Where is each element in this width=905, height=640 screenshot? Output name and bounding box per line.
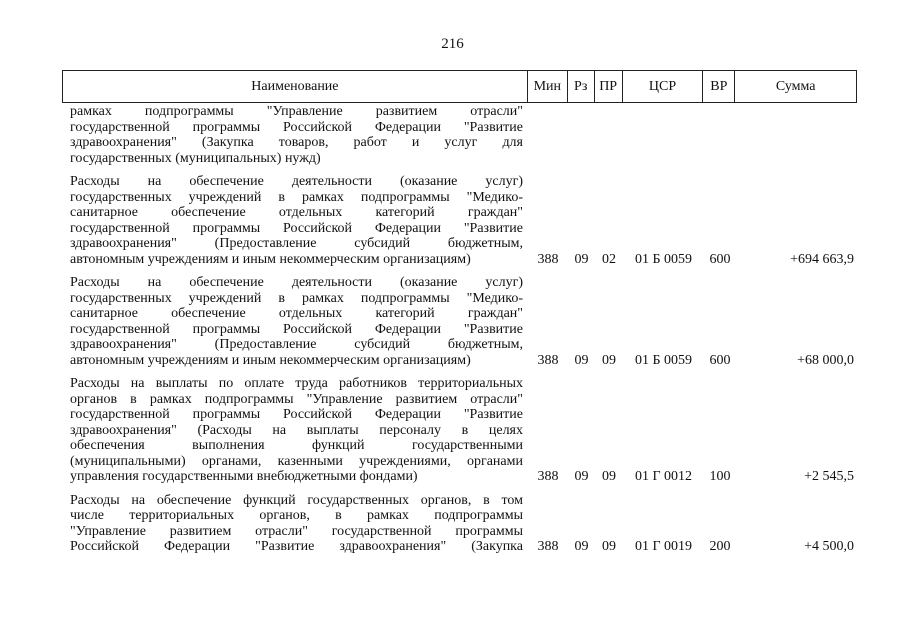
column-header-csr: ЦСР [623, 71, 704, 102]
table-row [62, 493, 857, 555]
cell-min: 388 [537, 539, 559, 554]
cell-pr: 09 [602, 352, 616, 368]
row-name-line: органов в рамках подпрограммы "Управление развитием отрасли" [70, 391, 523, 407]
column-header-sum: Сумма [775, 78, 816, 94]
cell-csr: 01 Б 0059 [634, 352, 693, 368]
row-name-line: "Управление развитием отрасли" государственной программы [70, 523, 523, 539]
cell-csr: 01 Б 0059 [634, 251, 693, 267]
row-name-line: государственных учреждений в рамках подпрограммы "Медико- [70, 290, 523, 306]
row-name-line: государственной программы Российской Федерации "Развитие [70, 220, 523, 236]
table-row [62, 174, 857, 267]
cell-min: 388 [537, 251, 559, 267]
column-header-name: Наименование [63, 71, 528, 102]
cell-vr: 100 [709, 469, 731, 484]
cell-min: 388 [537, 352, 559, 368]
row-name [62, 376, 528, 485]
row-name-line: санитарное обеспечение отдельных категорий граждан" [70, 205, 523, 220]
row-name-line: Расходы на обеспечение функций государственных органов, в том [70, 492, 523, 508]
table-row [62, 275, 857, 368]
cell-pr: 09 [602, 539, 616, 554]
row-name [62, 104, 528, 166]
cell-sum: +2 545,5 [804, 469, 854, 484]
table-body [62, 103, 857, 555]
column-header-min: Мин [528, 71, 568, 102]
row-name-line: здравоохранения" (Предоставление субсидий бюджетным, [70, 236, 523, 251]
row-name-line: Расходы на выплаты по оплате труда работников территориальных [70, 376, 523, 391]
row-name-line: обеспечения выполнения функций государственными [70, 438, 523, 453]
row-name-line: государственных учреждений в рамках подпрограммы "Медико- [70, 189, 523, 205]
cell-vr: 600 [709, 352, 731, 368]
table-row [62, 104, 857, 166]
table-row [62, 376, 857, 485]
cell-vr: 200 [709, 539, 731, 554]
row-name-line: автономным учреждениям и иным некоммерческим организациям) [70, 352, 471, 368]
row-name-line: государственной программы Российской Федерации "Развитие [70, 119, 523, 135]
cell-csr: 01 Г 0012 [634, 469, 693, 484]
column-header-pr: ПР [595, 71, 623, 102]
cell-pr: 09 [602, 469, 616, 484]
cell-csr: 01 Г 0019 [634, 539, 693, 554]
row-name-line: санитарное обеспечение отдельных категорий граждан" [70, 306, 523, 321]
row-name-line: государственной программы Российской Федерации "Развитие [70, 407, 523, 422]
row-name-line: Российской Федерации "Развитие здравоохранения" (Закупка [70, 539, 523, 554]
cell-min: 388 [537, 469, 559, 484]
table-header [62, 70, 857, 103]
row-name [62, 493, 528, 555]
column-header-rz: Рз [568, 71, 595, 102]
row-name-line: (муниципальными) органами, казенными учреждениями, органами [70, 453, 523, 469]
row-name-line: государственных (муниципальных) нужд) [70, 150, 321, 166]
row-name-line: рамках подпрограммы "Управление развитием отрасли" [70, 104, 523, 119]
row-name [62, 174, 528, 267]
row-name-line: управления государственными внебюджетными фондами) [70, 469, 418, 484]
row-name [62, 275, 528, 368]
row-name-line: здравоохранения" (Закупка товаров, работ и услуг для [70, 135, 523, 150]
cell-rz: 09 [574, 469, 589, 484]
cell-sum: +694 663,9 [790, 251, 854, 267]
page-number: 216 [441, 36, 464, 52]
row-name-line: Расходы на обеспечение деятельности (оказание услуг) [70, 275, 523, 290]
cell-rz: 09 [574, 352, 589, 368]
cell-rz: 09 [574, 539, 589, 554]
cell-sum: +4 500,0 [804, 539, 854, 554]
row-name-line: государственной программы Российской Федерации "Развитие [70, 321, 523, 337]
row-name-line: здравоохранения" (Предоставление субсидий бюджетным, [70, 337, 523, 352]
cell-rz: 09 [574, 251, 589, 267]
row-name-line: числе территориальных органов, в рамках подпрограммы [70, 508, 523, 523]
cell-vr: 600 [709, 251, 731, 267]
cell-sum: +68 000,0 [797, 352, 854, 368]
cell-pr: 02 [602, 251, 616, 267]
row-name-line: Расходы на обеспечение деятельности (оказание услуг) [70, 174, 523, 189]
column-header-vr: ВР [703, 71, 735, 102]
row-name-line: здравоохранения" (Расходы на выплаты персоналу в целях [70, 422, 523, 438]
row-name-line: автономным учреждениям и иным некоммерческим организациям) [70, 251, 471, 267]
